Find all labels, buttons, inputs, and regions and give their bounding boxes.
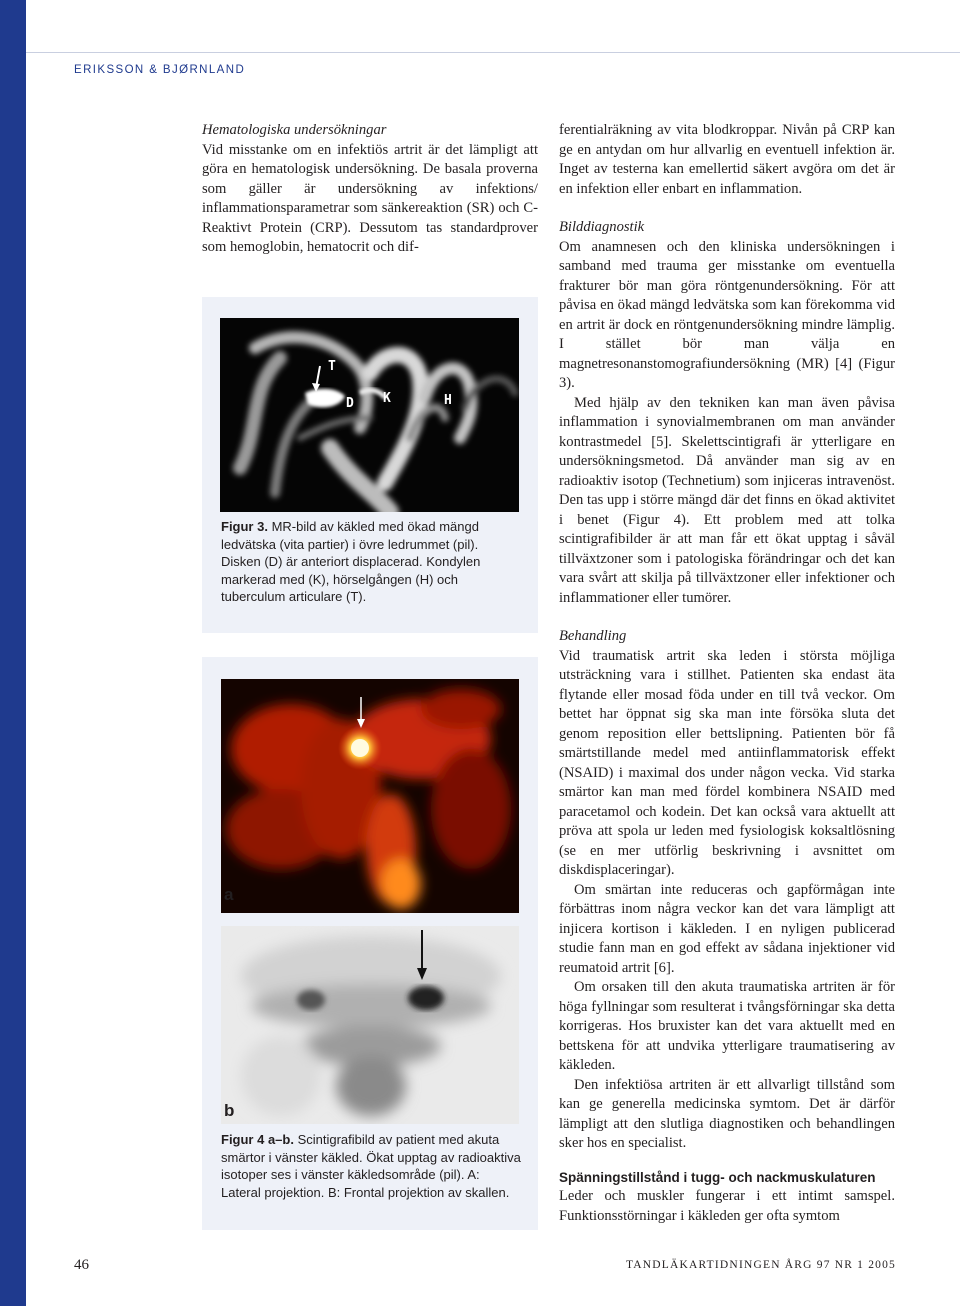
- paragraph-imaging-2: Med hjälp av den tekniken kan man även påvisa inflammation i synovialmembranen om man använder kontrastmedel [5]. Skelettscintigrafi är ytterligare en undersökningsmetod. Då använder man sig av en radioaktiv isotop (Technetium) som injiceras intravenöst. Den tas upp i större mängd där det finns en ökad aktivitet i benet (Figur 4). Ett problem med att tolka scintigrafibilder är att man får ett ökat upptag i såväl tillväxtzoner som i patologiska förändringar och det kan vara svårt att skilja på tillväxtzoner eller infektioner och inflammationer eller tumörer.: [559, 394, 895, 606]
- paragraph-treatment-4: Den infektiösa artriten är ett allvarligt tillstånd som kan ge generella medicinska symtom. Det är därför lämpligt att den slutliga diagnostiken och behandlingen sker hos en specialist.: [559, 1076, 895, 1151]
- figure-4-panel: [202, 657, 538, 1230]
- mr-label-t: T: [328, 359, 336, 374]
- paragraph-treatment-2: Om smärtan inte reduceras och gapförmågan inte förbättras inom några veckor kan det vara lämpligt att injicera kortison i käkleden. I en nyligen publicerad studie fann man en god effekt av sådana injektioner vid reumatoid artrit [6].: [559, 881, 895, 976]
- section-heading-treatment: Behandling: [559, 628, 627, 644]
- figure-4-caption-label: Figur 4 a–b.: [221, 1132, 294, 1147]
- paragraph-treatment-3: Om orsaken till den akuta traumatiska artriten är för höga fyllningar som resulterat i tvångsförningar ska detta korrigeras. Hos bruxister kan det vara aktuellt med en bettskena för att undvika ytterligare traumatisering av käkleden.: [559, 979, 895, 1073]
- panel-label-a: a: [224, 885, 234, 904]
- page-edge-bar: [0, 0, 26, 1306]
- header-rule: [26, 52, 960, 53]
- figure-4-caption: [221, 1131, 521, 1201]
- paragraph-imaging-1: Om anamnesen och den kliniska undersökningen i samband med trauma ger misstanke om eventuella frakturer bör man göra röntgenundersökning. För att påvisa en ökad mängd ledvätska som kan förekomma vid en artrit är dock en röntgenundersökning mindre lämplig. I stället bör man välja en magnetresonanstomografiundersökning (MR) [4] (Figur 3).: [559, 238, 895, 391]
- left-column: [202, 121, 538, 258]
- page-number: 46: [74, 1257, 89, 1273]
- section-heading-imaging: Bilddiagnostik: [559, 219, 645, 235]
- scintigraphy-lateral-image: [221, 679, 519, 913]
- scintigraphy-frontal-image: [221, 926, 519, 1124]
- mr-label-h: H: [444, 393, 452, 408]
- paragraph-muscle-tension-1: Leder och muskler fungerar i ett intimt samspel. Funktionsstörningar i käkleden ger ofta symtom: [559, 1188, 895, 1224]
- panel-label-b: b: [224, 1101, 235, 1120]
- mr-label-k: K: [383, 391, 391, 406]
- section-heading-hematology: Hematologiska undersökningar: [202, 122, 387, 138]
- mr-image: [220, 318, 519, 512]
- right-column: [559, 121, 895, 1226]
- figure-3-caption-text: MR-bild av käkled med ökad mängd ledvätska (vita partier) i övre ledrummet (pil). Disken (D) är anteriort displacerad. Kondylen markerad med (K), hörselgången (H) och tuberculum articulare (T).: [221, 519, 481, 605]
- running-head: ERIKSSON & BJØRNLAND: [74, 64, 246, 76]
- paragraph-hematology-continued: ferentialräkning av vita blodkroppar. Nivån på CRP kan ge en antydan om hur allvarlig en eventuell infektion är. Inget av testerna kan emellertid säkert avgöra om det är en infektion eller enbart en inflammation.: [559, 122, 895, 197]
- figure-3-caption-label: Figur 3.: [221, 519, 268, 534]
- figure-3-panel: [202, 297, 538, 633]
- journal-footer: TANDLÄKARTIDNINGEN ÅRG 97 NR 1 2005: [625, 1259, 896, 1271]
- section-heading-muscle-tension: Spänningstillstånd i tugg- och nackmuskulaturen: [559, 1169, 876, 1185]
- figure-3-caption: [221, 518, 521, 606]
- paragraph-treatment-1: Vid traumatisk artrit ska leden i största möjliga utsträckning vara i stillhet. Patienten ska endast äta flytande eller mosad föda under en till två veckor. Om bettet har öppnat sig ska man inte försöka sluta det genom reposition eller bettslipning. Patienten bör få smärtstillande medel med antiinflammatorisk effekt (NSAID) i maximal dos under någon vecka. Vid starka smärtor kan man med fördel kombinera NSAID med paracetamol och kodein. Det kan också vara aktuellt att pröva att spola ur leden med fysiologisk koksaltlösning (se en mer utförlig beskrivning i avsnittet om diskdisplaceringar).: [559, 647, 895, 878]
- figure-4-caption-text: Scintigrafibild av patient med akuta smärtor i vänster käkled. Ökat upptag av radioaktiva isotoper ses i vänster käkledsområde (pil). A: Lateral projektion. B: Frontal projektion av skallen.: [221, 1132, 521, 1200]
- mr-label-d: D: [346, 396, 354, 411]
- paragraph-hematology: Vid misstanke om en infektiös artrit är det lämpligt att göra en hematologisk undersökning. De basala proverna som gäller är undersökning av infektions/ inflammationsparametrar som sänkereaktion (SR) och C-Reaktivt Protein (CRP). Dessutom tas standardprover som hemoglobin, hematocrit och dif-: [202, 141, 538, 255]
